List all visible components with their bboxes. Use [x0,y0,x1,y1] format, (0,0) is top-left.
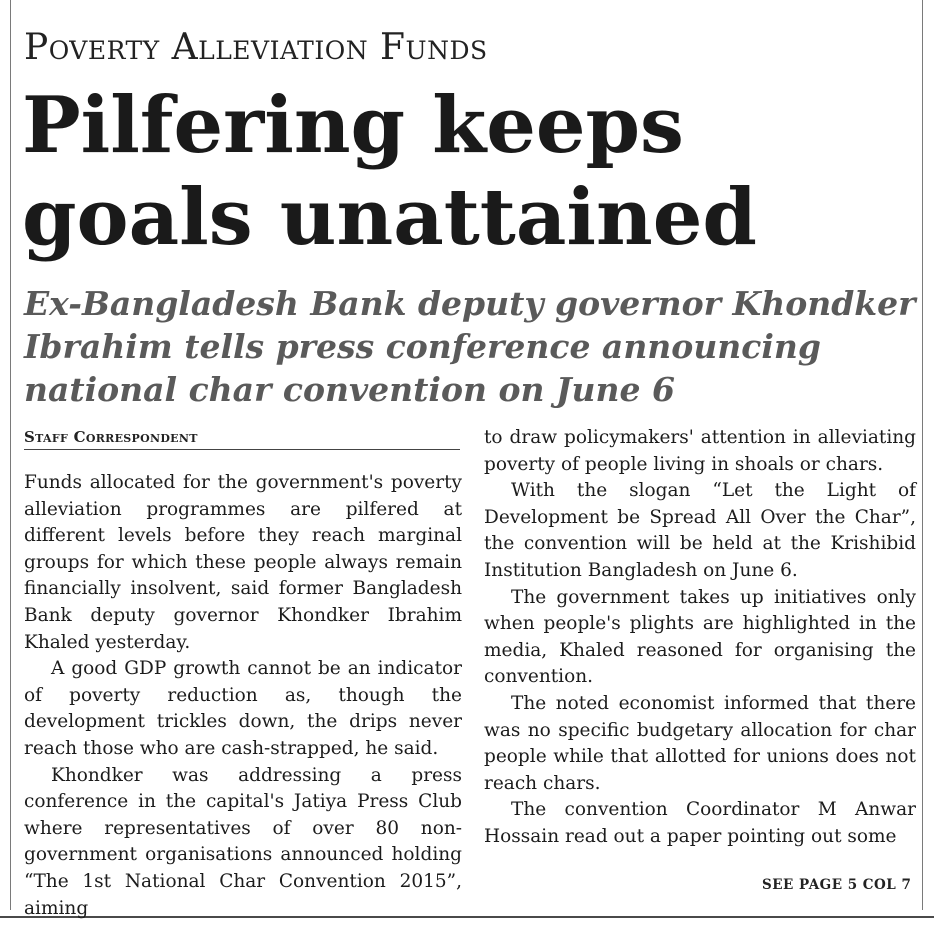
paragraph: A good GDP growth cannot be an indicator of poverty reduction as, though the development trickles down, the drips never reach those who are cash-strapped, he said. [24,658,462,759]
paragraph: The noted economist informed that there was no specific budgetary allocation for char people while that allotted for unions does not reach chars. [484,692,916,794]
right-border [922,0,923,910]
article-kicker: Poverty Alleviation Funds [24,27,488,68]
paragraph: Funds allocated for the government's poverty alleviation programmes are pilfered at different levels before they reach marginal groups for which these people always remain financially insolvent, said former Bangladesh Bank deputy governor Khondker Ibrahim Khaled yesterday. [24,472,462,653]
continued-on-line: SEE PAGE 5 COL 7 [762,877,912,893]
article-column-2 [484,425,916,851]
byline: Staff Correspondent [24,428,198,446]
paragraph: The government takes up initiatives only when people's plights are highlighted in the media, Khaled reasoned for organising the convention. [484,586,916,688]
paragraph: With the slogan “Let the Light of Development be Spread All Over the Char”, the convention will be held at the Krishibid Institution Bangladesh on June 6. [484,480,916,581]
paragraph: Khondker was addressing a press conference in the capital's Jatiya Press Club where representatives of over 80 non-government organisations announced holding “The 1st National Char Convention 2015”, aiming [24,764,462,919]
article-column-1 [24,470,462,922]
article-deck: Ex-Bangladesh Bank deputy governor Khondker Ibrahim tells press conference announcing national char convention on June 6 [24,284,916,409]
paragraph: to draw policymakers' attention in alleviating poverty of people living in shoals or chars. [484,427,916,475]
byline-rule [24,449,460,450]
left-border [10,0,11,910]
article-headline: Pilfering keeps goals unattained [22,80,757,263]
paragraph: The convention Coordinator M Anwar Hossain read out a paper pointing out some [484,799,916,847]
